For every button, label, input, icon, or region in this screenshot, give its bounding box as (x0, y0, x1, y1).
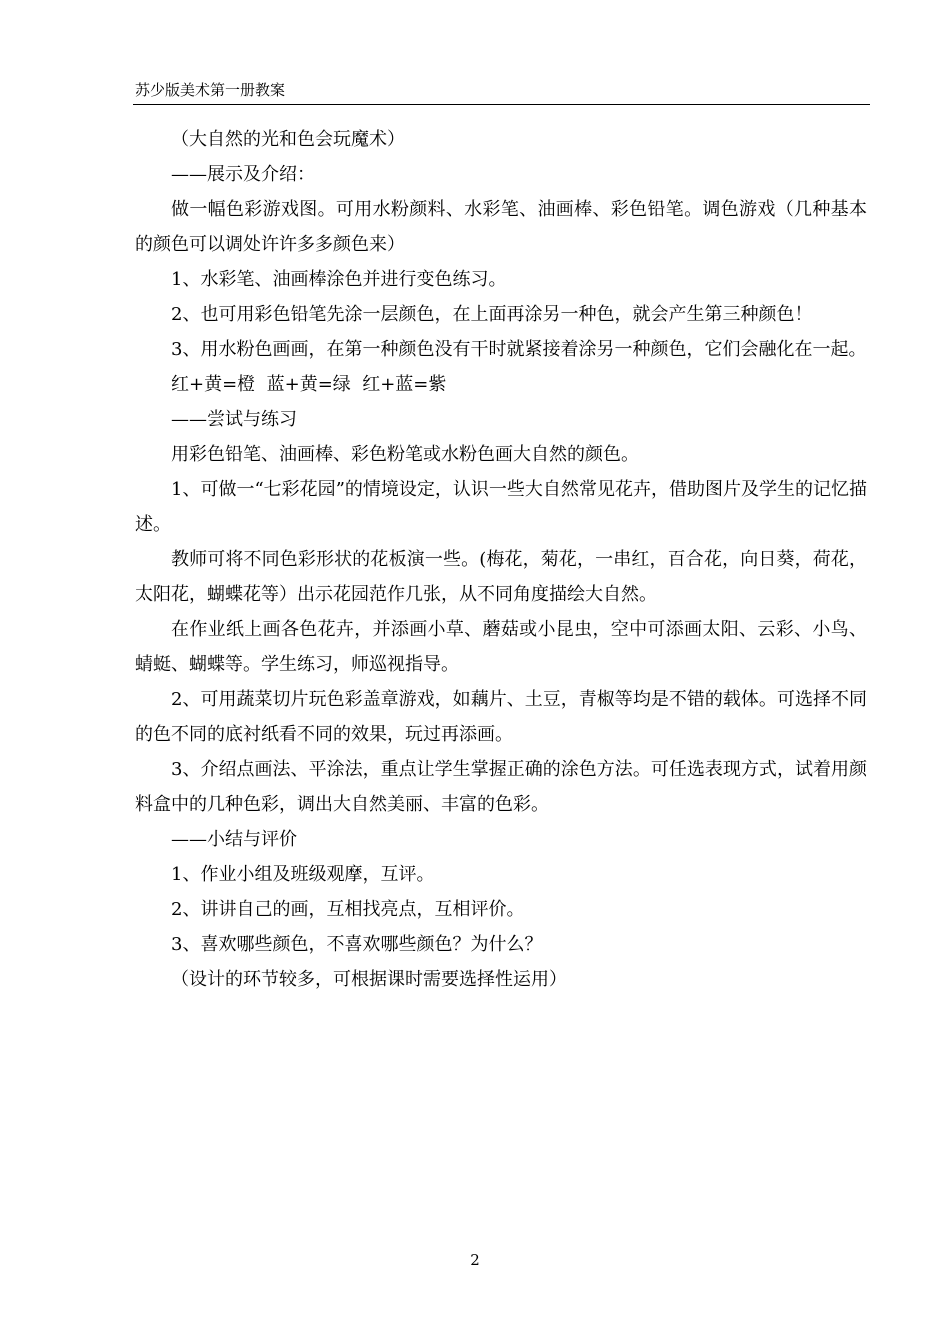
header-divider (133, 104, 870, 105)
list-item: 1、可做一“七彩花园”的情境设定，认识一些大自然常见花卉，借助图片及学生的记忆描述。 (135, 479, 867, 535)
page-header: 苏少版美术第一册教案 (135, 81, 286, 99)
section-heading: ——展示及介绍： (171, 164, 315, 185)
list-item: 3、用水粉色画画，在第一种颜色没有干时就紧接着涂另一种颜色，它们会融化在一起。 (171, 339, 867, 360)
paragraph: 用彩色铅笔、油画棒、彩色粉笔或水粉色画大自然的颜色。 (171, 444, 639, 465)
list-item: 2、讲讲自己的画，互相找亮点，互相评价。 (171, 899, 525, 920)
list-item: 1、水彩笔、油画棒涂色并进行变色练习。 (171, 269, 507, 290)
list-item: 1、作业小组及班级观摩，互评。 (171, 864, 435, 885)
paragraph: 在作业纸上画各色花卉，并添画小草、蘑菇或小昆虫，空中可添画太阳、云彩、小鸟、蜻蜓、蝴蝶等。学生练习，师巡视指导。 (135, 619, 867, 675)
paragraph: 教师可将不同色彩形状的花板演一些。(梅花，菊花，一串红，百合花，向日葵，荷花，太阳花，蝴蝶花等）出示花园范作几张，从不同角度描绘大自然。 (135, 549, 867, 605)
section-heading: ——尝试与练习 (171, 409, 297, 430)
section-heading: ——小结与评价 (171, 829, 297, 850)
paragraph: 做一幅色彩游戏图。可用水粉颜料、水彩笔、油画棒、彩色铅笔。调色游戏（几种基本的颜色可以调处许许多多颜色来） (135, 199, 867, 255)
color-formula: 红+黄=橙 蓝+黄=绿 红+蓝=紫 (171, 374, 447, 395)
paragraph: （大自然的光和色会玩魔术） (171, 129, 405, 150)
list-item: 3、喜欢哪些颜色，不喜欢哪些颜色？为什么？ (171, 934, 543, 955)
document-body (135, 122, 867, 997)
page-number: 2 (470, 1251, 480, 1269)
list-item: 2、也可用彩色铅笔先涂一层颜色，在上面再涂另一种色，就会产生第三种颜色！ (171, 304, 813, 325)
paragraph: （设计的环节较多，可根据课时需要选择性运用） (171, 969, 567, 990)
list-item: 3、介绍点画法、平涂法，重点让学生掌握正确的涂色方法。可任选表现方式，试着用颜料盒中的几种色彩，调出大自然美丽、丰富的色彩。 (135, 759, 867, 815)
list-item: 2、可用蔬菜切片玩色彩盖章游戏，如藕片、土豆，青椒等均是不错的载体。可选择不同的色不同的底衬纸看不同的效果，玩过再添画。 (135, 689, 867, 745)
